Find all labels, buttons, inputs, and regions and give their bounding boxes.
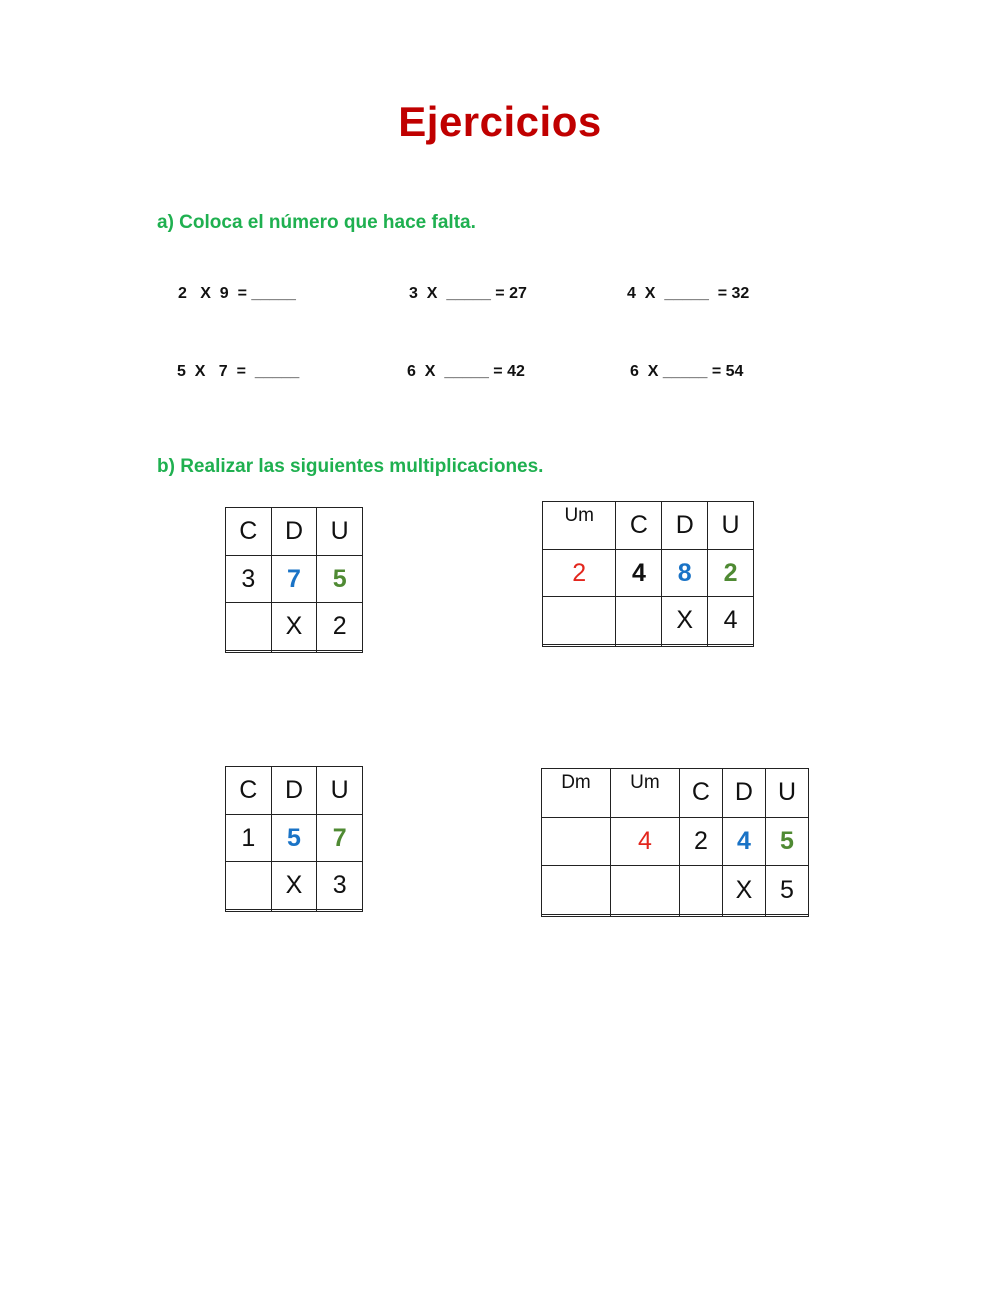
digits-row bbox=[543, 549, 754, 597]
digit-d: 7 bbox=[271, 555, 317, 603]
header-c: C bbox=[616, 502, 662, 550]
answer-cell[interactable] bbox=[722, 915, 765, 917]
place-value-table-2 bbox=[542, 501, 754, 647]
place-value-table-1 bbox=[225, 507, 363, 653]
header-d: D bbox=[271, 767, 317, 815]
multiplier: 3 bbox=[317, 862, 363, 910]
answer-cell[interactable] bbox=[708, 645, 754, 647]
answer-cell[interactable] bbox=[317, 910, 363, 912]
place-value-table-4 bbox=[541, 768, 809, 917]
answer-cell[interactable] bbox=[543, 645, 616, 647]
header-d: D bbox=[722, 769, 765, 818]
answer-cell[interactable] bbox=[271, 651, 317, 653]
digit-u: 7 bbox=[317, 814, 363, 862]
answer-cell[interactable] bbox=[542, 915, 611, 917]
digit-u: 5 bbox=[317, 555, 363, 603]
empty-cell bbox=[542, 817, 611, 866]
multiplier: 4 bbox=[708, 597, 754, 645]
equation-1: 2 X 9 = _____ bbox=[178, 285, 296, 302]
digit-c: 1 bbox=[226, 814, 272, 862]
multiplier: 5 bbox=[765, 866, 808, 915]
digit-d: 5 bbox=[271, 814, 317, 862]
header-u: U bbox=[317, 767, 363, 815]
times-sign: X bbox=[662, 597, 708, 645]
header-u: U bbox=[765, 769, 808, 818]
answer-cell[interactable] bbox=[765, 915, 808, 917]
header-row bbox=[543, 502, 754, 550]
times-sign: X bbox=[271, 862, 317, 910]
empty-cell bbox=[679, 866, 722, 915]
digit-um: 2 bbox=[543, 549, 616, 597]
answer-row bbox=[226, 651, 363, 653]
answer-cell[interactable] bbox=[226, 910, 272, 912]
times-sign: X bbox=[722, 866, 765, 915]
empty-cell bbox=[226, 862, 272, 910]
multiplier-row bbox=[226, 862, 363, 910]
empty-cell bbox=[543, 597, 616, 645]
header-c: C bbox=[226, 767, 272, 815]
empty-cell bbox=[610, 866, 679, 915]
multiplier-row bbox=[543, 597, 754, 645]
empty-cell bbox=[616, 597, 662, 645]
answer-cell[interactable] bbox=[317, 651, 363, 653]
equation-2: 3 X _____ = 27 bbox=[409, 285, 527, 302]
digits-row bbox=[226, 555, 363, 603]
answer-row bbox=[543, 645, 754, 647]
multiplier-row bbox=[226, 603, 363, 651]
header-d: D bbox=[271, 508, 317, 556]
times-sign: X bbox=[271, 603, 317, 651]
empty-cell bbox=[542, 866, 611, 915]
answer-cell[interactable] bbox=[616, 645, 662, 647]
digits-row bbox=[226, 814, 363, 862]
header-row bbox=[542, 769, 809, 818]
place-value-table-3 bbox=[225, 766, 363, 912]
multiplier-row bbox=[542, 866, 809, 915]
answer-cell[interactable] bbox=[226, 651, 272, 653]
digit-u: 5 bbox=[765, 817, 808, 866]
digit-c: 3 bbox=[226, 555, 272, 603]
multiplier: 2 bbox=[317, 603, 363, 651]
equation-5: 6 X _____ = 42 bbox=[407, 363, 525, 380]
header-row bbox=[226, 767, 363, 815]
header-u: U bbox=[317, 508, 363, 556]
digit-c: 2 bbox=[679, 817, 722, 866]
answer-cell[interactable] bbox=[610, 915, 679, 917]
equation-3: 4 X _____ = 32 bbox=[627, 285, 750, 302]
header-um: Um bbox=[610, 769, 679, 818]
page-title: Ejercicios bbox=[398, 98, 602, 145]
equation-6: 6 X _____ = 54 bbox=[630, 363, 744, 380]
answer-row bbox=[226, 910, 363, 912]
header-u: U bbox=[708, 502, 754, 550]
equation-4: 5 X 7 = _____ bbox=[177, 363, 300, 380]
header-dm: Dm bbox=[542, 769, 611, 818]
section-b-label: b) Realizar las siguientes multiplicaciones. bbox=[157, 456, 544, 477]
section-a-label: a) Coloca el número que hace falta. bbox=[157, 212, 476, 233]
answer-cell[interactable] bbox=[679, 915, 722, 917]
header-um: Um bbox=[543, 502, 616, 550]
empty-cell bbox=[226, 603, 272, 651]
digit-d: 8 bbox=[662, 549, 708, 597]
digit-u: 2 bbox=[708, 549, 754, 597]
answer-cell[interactable] bbox=[662, 645, 708, 647]
header-row bbox=[226, 508, 363, 556]
header-c: C bbox=[679, 769, 722, 818]
digit-c: 4 bbox=[616, 549, 662, 597]
answer-row bbox=[542, 915, 809, 917]
answer-cell[interactable] bbox=[271, 910, 317, 912]
digits-row bbox=[542, 817, 809, 866]
digit-um: 4 bbox=[610, 817, 679, 866]
header-d: D bbox=[662, 502, 708, 550]
digit-d: 4 bbox=[722, 817, 765, 866]
header-c: C bbox=[226, 508, 272, 556]
